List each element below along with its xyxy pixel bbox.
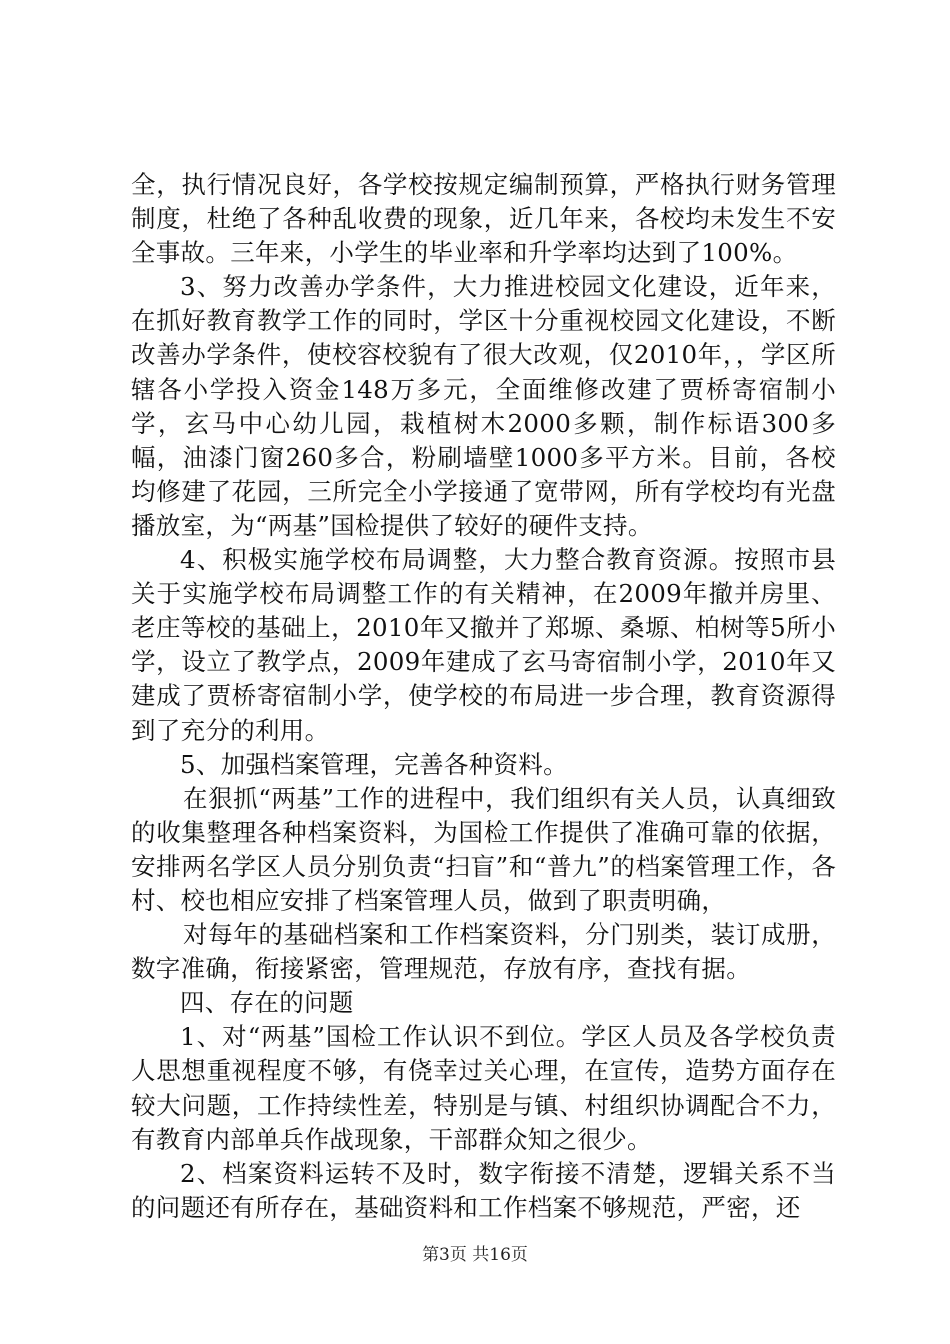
paragraph-archive-classification: 对每年的基础档案和工作档案资料，分门别类，装订成册，数字准确，衔接紧密，管理规范，存放有序，查找有据。 — [131, 920, 836, 984]
paragraph-item-3: 3、努力改善办学条件，大力推进校园文化建设，近年来，在抓好教育教学工作的同时，学区十分重视校园文化建设，不断改善办学条件，使校容校貌有了很大改观，仅2010年，，学区所辖各小学投入资金148万多元，全面维修改建了贾桥寄宿制小学，玄马中心幼儿园，栽植树木2000多颗，制作标语300多幅，油漆门窗260多合，粉刷墙壁1000多平方米。目前，各校均修建了花园，三所完全小学接通了宽带网，所有学校均有光盘播放室，为“两基”国检提供了较好的硬件支持。 — [131, 272, 836, 540]
section-heading-problems: 四、存在的问题 — [180, 988, 354, 1018]
paragraph-item-5-heading: 5、加强档案管理，完善各种资料。 — [180, 749, 568, 779]
paragraph-continuation: 全，执行情况良好，各学校按规定编制预算，严格执行财务管理制度，杜绝了各种乱收费的现象，近几年来，各校均未发生不安全事故。三年来，小学生的毕业率和升学率均达到了100%。 — [131, 170, 836, 268]
paragraph-item-4: 4、积极实施学校布局调整，大力整合教育资源。按照市县关于实施学校布局调整工作的有关精神，在2009年撤并房里、老庄等校的基础上，2010年又撤并了郑塬、桑塬、柏树等5所小学，设立了教学点，2009年建成了玄马寄宿制小学，2010年又建成了贾桥寄宿制小学，使学校的布局进一步合理，教育资源得到了充分的利用。 — [131, 545, 836, 745]
document-body — [131, 168, 836, 1225]
paragraph-problem-2: 2、档案资料运转不及时，数字衔接不清楚，逻辑关系不当的问题还有所存在，基础资料和工作档案不够规范，严密，还 — [131, 1158, 836, 1222]
paragraph-problem-1: 1、对“两基”国检工作认识不到位。学区人员及各学校负责人思想重视程度不够，有侥幸过关心理，在宣传，造势方面存在较大问题，工作持续性差，特别是与镇、村组织协调配合不力，有教育内部单兵作战现象，干部群众知之很少。 — [131, 1022, 836, 1154]
page-number-footer: 第3页 共16页 — [422, 1245, 528, 1265]
paragraph-archive-management: 在狠抓“两基”工作的进程中，我们组织有关人员，认真细致的收集整理各种档案资料，为国检工作提供了准确可靠的依据，安排两名学区人员分别负责“扫盲”和“普九”的档案管理工作，各村、校也相应安排了档案管理人员，做到了职责明确， — [131, 783, 836, 915]
